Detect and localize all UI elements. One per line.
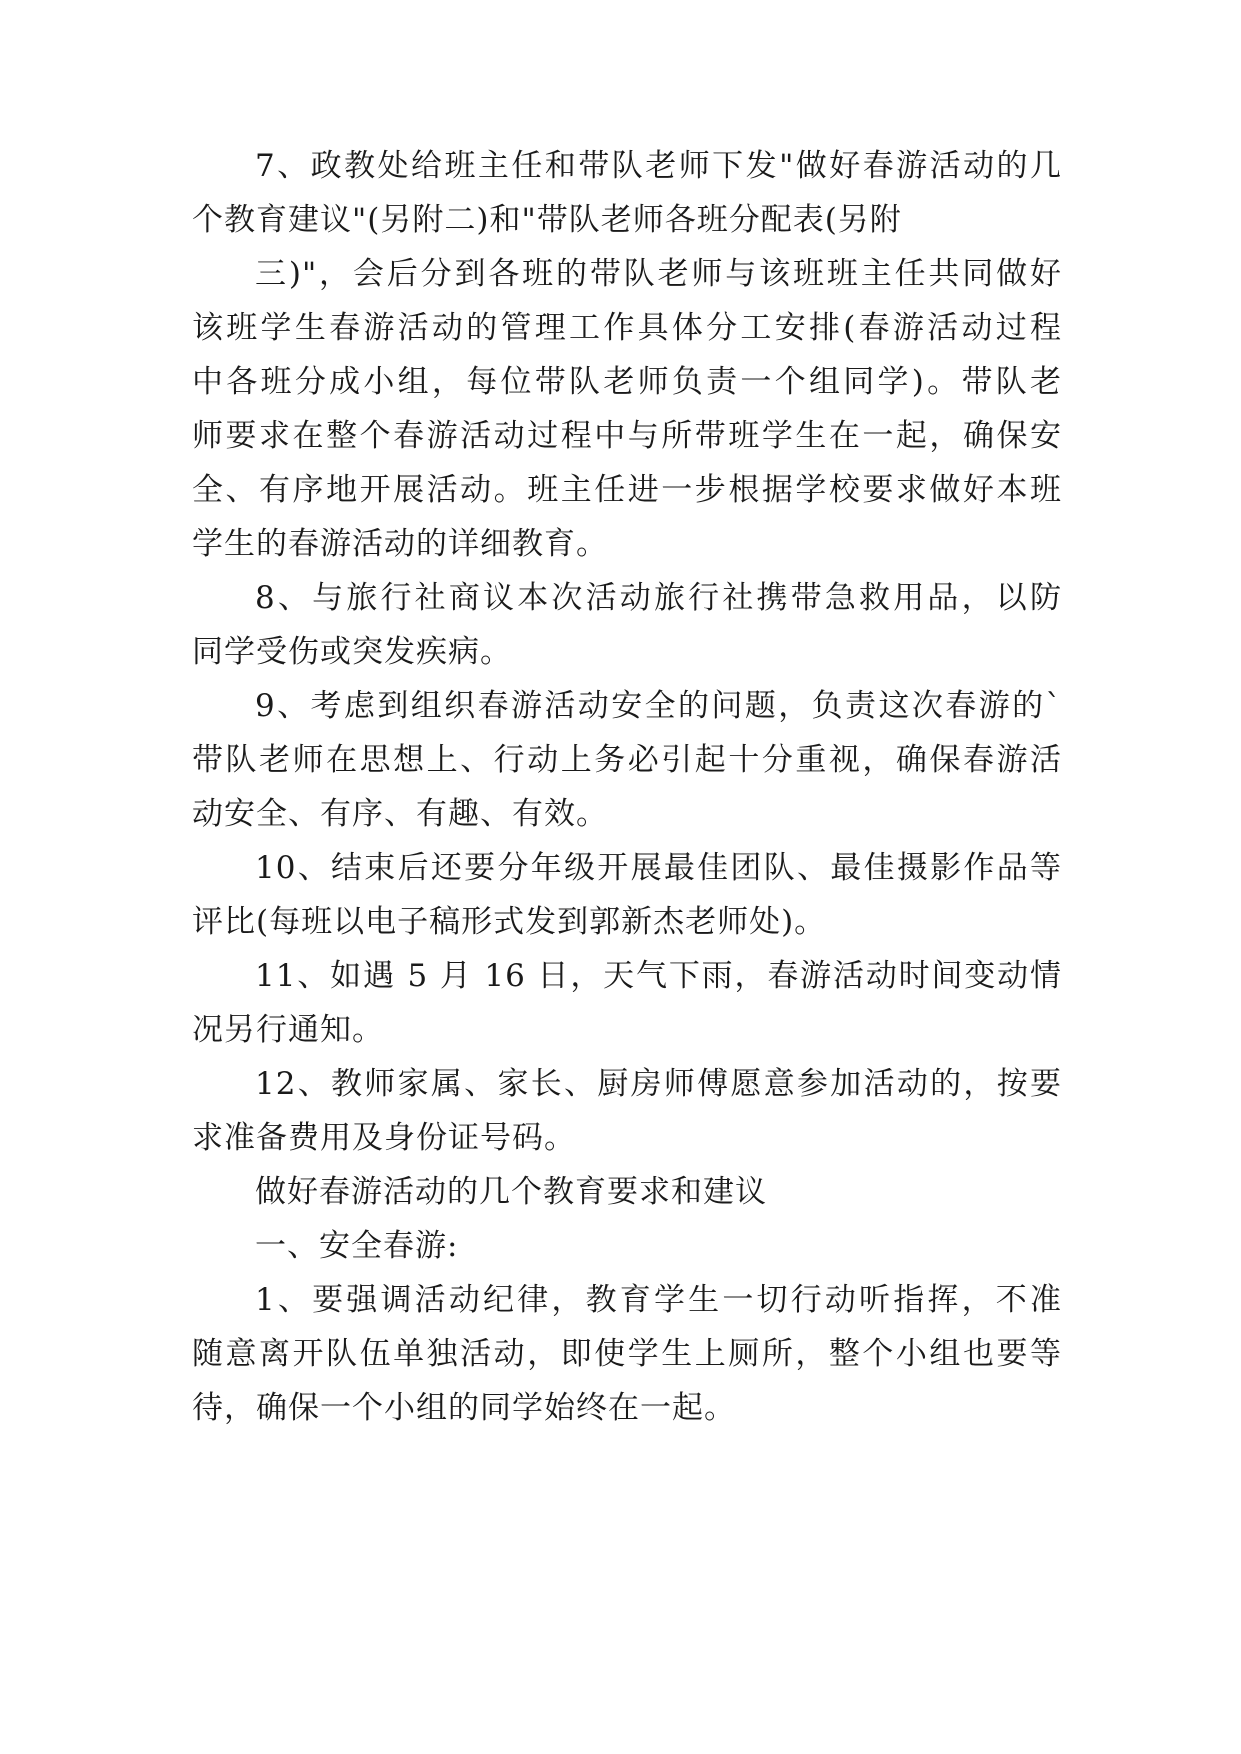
- text-line: 随意离开队伍单独活动，即使学生上厕所，整个小组也要等: [192, 1336, 1062, 1372]
- section-heading: 做好春游活动的几个教育要求和建议: [255, 1174, 767, 1210]
- text-line: 10、结束后还要分年级开展最佳团队、最佳摄影作品等: [255, 850, 1062, 886]
- text-line: 中各班分成小组，每位带队老师负责一个组同学)。带队老: [192, 364, 1062, 400]
- text-line: 8、与旅行社商议本次活动旅行社携带急救用品，以防: [255, 580, 1062, 616]
- text-line: 该班学生春游活动的管理工作具体分工安排(春游活动过程: [192, 310, 1062, 346]
- text-line: 三)"，会后分到各班的带队老师与该班班主任共同做好: [255, 256, 1062, 292]
- text-line: 待，确保一个小组的同学始终在一起。: [192, 1390, 736, 1426]
- text-line: 同学受伤或突发疾病。: [192, 634, 512, 670]
- text-line: 动安全、有序、有趣、有效。: [192, 796, 608, 832]
- text-line: 况另行通知。: [192, 1012, 384, 1048]
- text-line: 求准备费用及身份证号码。: [192, 1120, 576, 1156]
- text-line: 9、考虑到组织春游活动安全的问题，负责这次春游的`: [255, 688, 1062, 724]
- text-line: 12、教师家属、家长、厨房师傅愿意参加活动的，按要: [255, 1066, 1062, 1102]
- text-line: 学生的春游活动的详细教育。: [192, 526, 608, 562]
- text-line: 全、有序地开展活动。班主任进一步根据学校要求做好本班: [192, 472, 1062, 508]
- text-line: 评比(每班以电子稿形式发到郭新杰老师处)。: [192, 904, 827, 940]
- text-line: 11、如遇 5 月 16 日，天气下雨，春游活动时间变动情: [255, 958, 1062, 994]
- text-line: 带队老师在思想上、行动上务必引起十分重视，确保春游活: [192, 742, 1062, 778]
- text-line: 7、政教处给班主任和带队老师下发"做好春游活动的几: [255, 148, 1062, 184]
- text-line: 1、要强调活动纪律，教育学生一切行动听指挥，不准: [255, 1282, 1062, 1318]
- text-line: 师要求在整个春游活动过程中与所带班学生在一起，确保安: [192, 418, 1062, 454]
- text-line: 个教育建议"(另附二)和"带队老师各班分配表(另附: [192, 202, 902, 238]
- subsection-heading: 一、安全春游:: [255, 1228, 459, 1264]
